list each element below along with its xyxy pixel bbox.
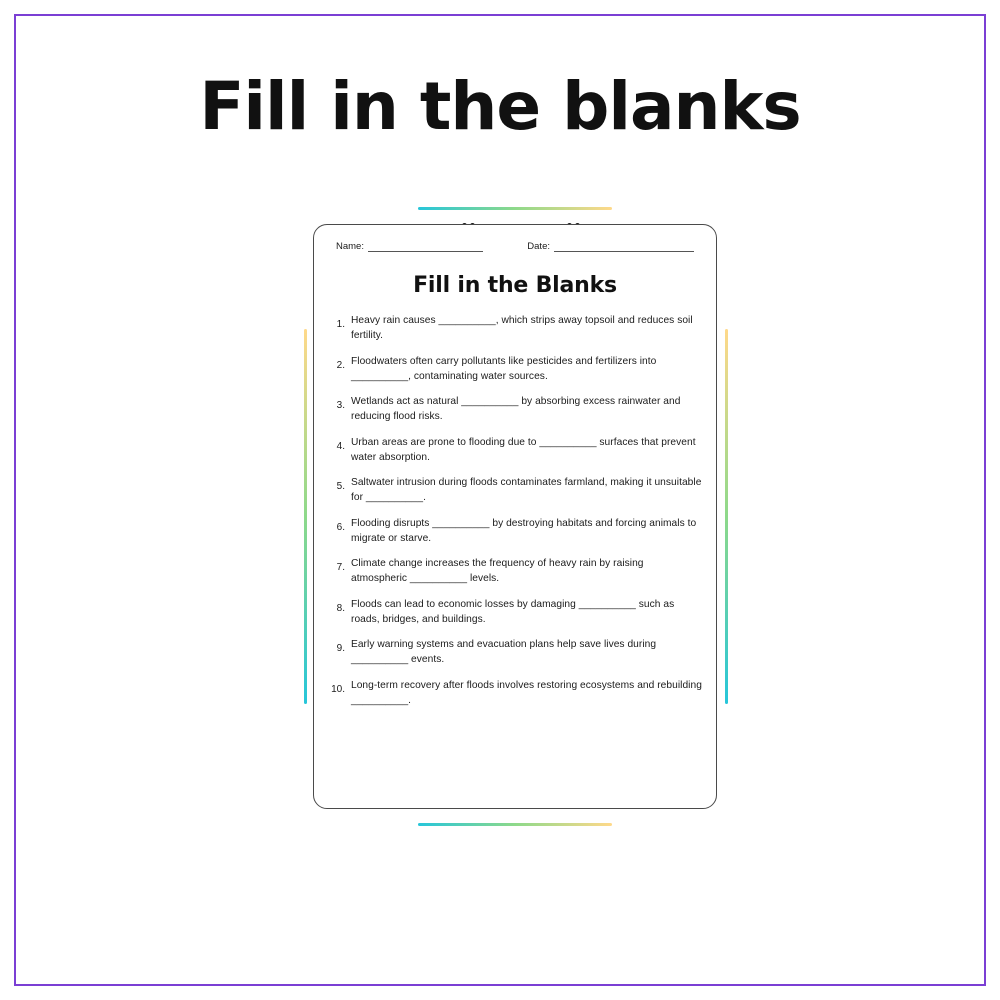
list-item	[319, 637, 702, 667]
list-item	[319, 354, 702, 384]
list-item	[319, 516, 702, 546]
name-label: Name:	[336, 241, 364, 252]
accent-bar-left	[304, 329, 307, 704]
list-item	[319, 678, 702, 708]
question-number: 5.	[336, 481, 345, 492]
worksheet-title: Fill in the Blanks	[413, 273, 617, 298]
date-input-line[interactable]	[554, 242, 694, 252]
name-field[interactable]	[336, 241, 483, 252]
accent-bar-bottom	[418, 823, 612, 826]
date-label: Date:	[527, 241, 550, 252]
list-item	[319, 394, 702, 424]
question-number: 4.	[336, 440, 345, 452]
accent-bar-top	[418, 207, 612, 210]
list-item	[319, 597, 702, 627]
question-number: 6.	[336, 521, 345, 533]
question-number: 9.	[336, 643, 345, 654]
question-text: Early warning systems and evacuation plans help save lives during __________ events.	[351, 639, 657, 665]
question-text: Flooding disrupts __________ by destroying habitats and forcing animals to migrate or starve.	[351, 517, 697, 544]
question-text: Wetlands act as natural __________ by absorbing excess rainwater and reducing flood risks.	[351, 396, 681, 422]
list-item	[319, 313, 702, 343]
question-text: Heavy rain causes __________, which strips away topsoil and reduces soil fertility.	[351, 315, 693, 341]
question-text: Floods can lead to economic losses by damaging __________ such as roads, bridges, and buildings.	[351, 598, 675, 625]
question-number: 3.	[336, 400, 345, 411]
question-text: Urban areas are prone to flooding due to __________ surfaces that prevent water absorption.	[351, 436, 696, 463]
question-number: 1.	[336, 319, 345, 330]
page-border	[14, 14, 986, 986]
question-text: Long-term recovery after floods involves restoring ecosystems and rebuilding __________.	[351, 679, 702, 706]
list-item	[319, 556, 702, 586]
accent-bar-right	[725, 329, 728, 704]
question-text: Saltwater intrusion during floods contaminates farmland, making it unsuitable for __________.	[351, 477, 702, 503]
question-text: Climate change increases the frequency of heavy rain by raising atmospheric __________ levels.	[351, 558, 644, 584]
question-number: 10.	[331, 683, 345, 695]
list-item	[319, 435, 702, 465]
list-item	[319, 475, 702, 505]
page-title: Fill in the blanks	[199, 68, 801, 145]
worksheet-card	[313, 224, 717, 809]
question-list	[319, 313, 702, 718]
date-field[interactable]	[527, 241, 694, 252]
question-text: Floodwaters often carry pollutants like pesticides and fertilizers into __________, contaminating water sources.	[351, 355, 657, 382]
name-input-line[interactable]	[368, 242, 483, 252]
question-number: 8.	[336, 602, 345, 614]
question-number: 2.	[336, 359, 345, 371]
question-number: 7.	[336, 562, 345, 573]
worksheet-meta-row	[336, 241, 694, 252]
